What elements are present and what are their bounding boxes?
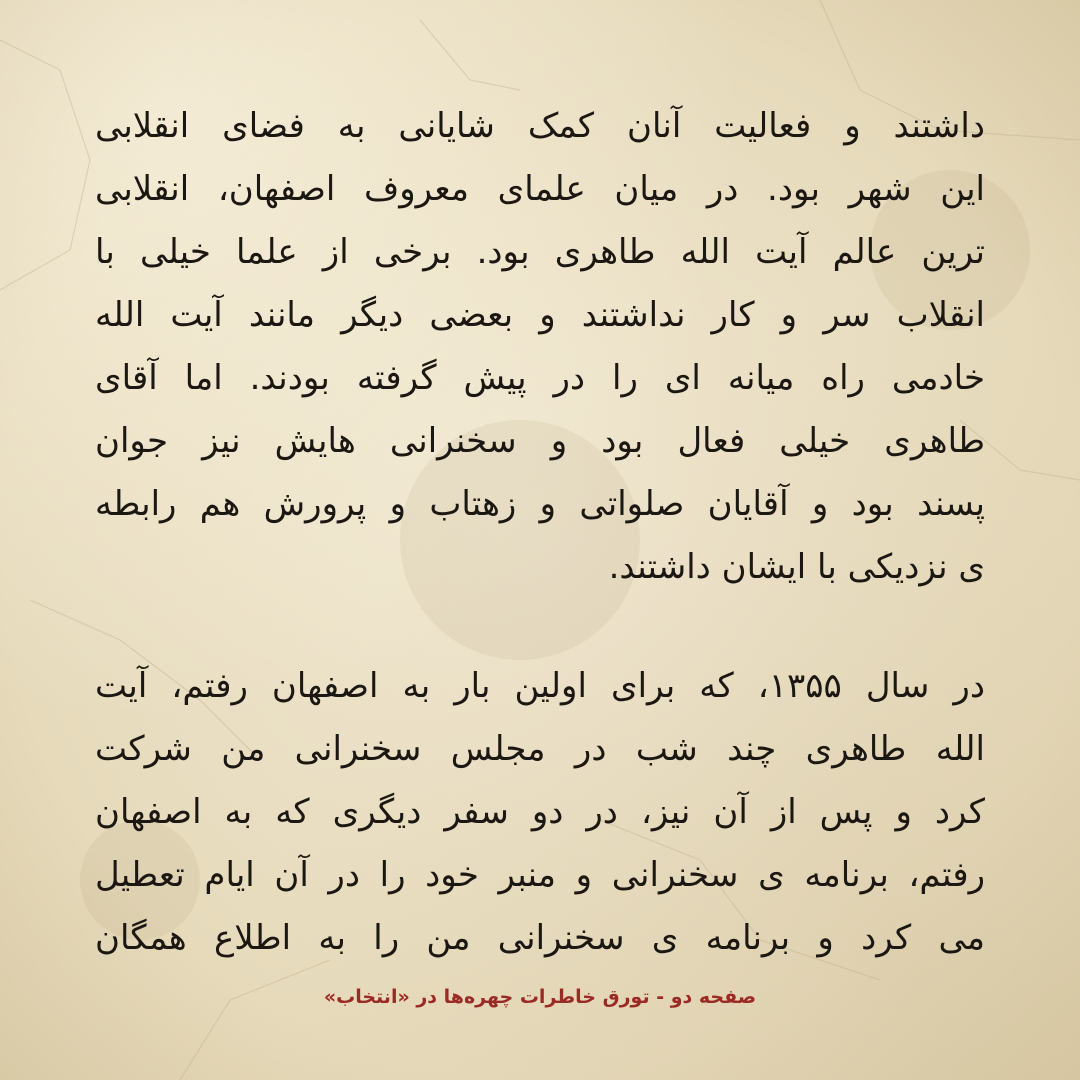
text-line: کرد و پس از آن نیز، در دو سفر دیگری که به اصفهان <box>95 792 985 832</box>
paragraph-2 <box>95 655 985 970</box>
text-line: طاهری خیلی فعال بود و سخنرانی هایش نیز جوان <box>95 421 985 461</box>
text-line: در سال ۱۳۵۵، که برای اولین بار به اصفهان رفتم، آیت <box>95 666 985 706</box>
text-line: داشتند و فعالیت آنان کمک شایانی به فضای انقلابی <box>95 106 985 146</box>
text-line: پسند بود و آقایان صلواتی و زهتاب و پرورش هم رابطه <box>95 484 985 524</box>
paragraph-spacer <box>95 599 985 655</box>
text-line: رفتم، برنامه ی سخنرانی و منبر خود را در آن ایام تعطیل <box>95 855 985 895</box>
paragraph-1 <box>95 95 985 599</box>
text-line: خادمی راه میانه ای را در پیش گرفته بودند. اما آقای <box>95 358 985 398</box>
text-line: انقلاب سر و کار نداشتند و بعضی دیگر مانند آیت الله <box>95 295 985 335</box>
text-line: می کرد و برنامه ی سخنرانی من را به اطلاع همگان <box>95 918 985 958</box>
page-footer: صفحه دو - تورق خاطرات چهره‌ها در «انتخاب» <box>323 986 757 1008</box>
text-line: ترین عالم آیت الله طاهری بود. برخی از علما خیلی با <box>95 232 985 272</box>
text-line: این شهر بود. در میان علمای معروف اصفهان، انقلابی <box>95 169 985 209</box>
text-line: الله طاهری چند شب در مجلس سخنرانی من شرکت <box>95 729 985 769</box>
text-line: ی نزدیکی با ایشان داشتند. <box>608 547 985 587</box>
body-text <box>95 95 985 970</box>
